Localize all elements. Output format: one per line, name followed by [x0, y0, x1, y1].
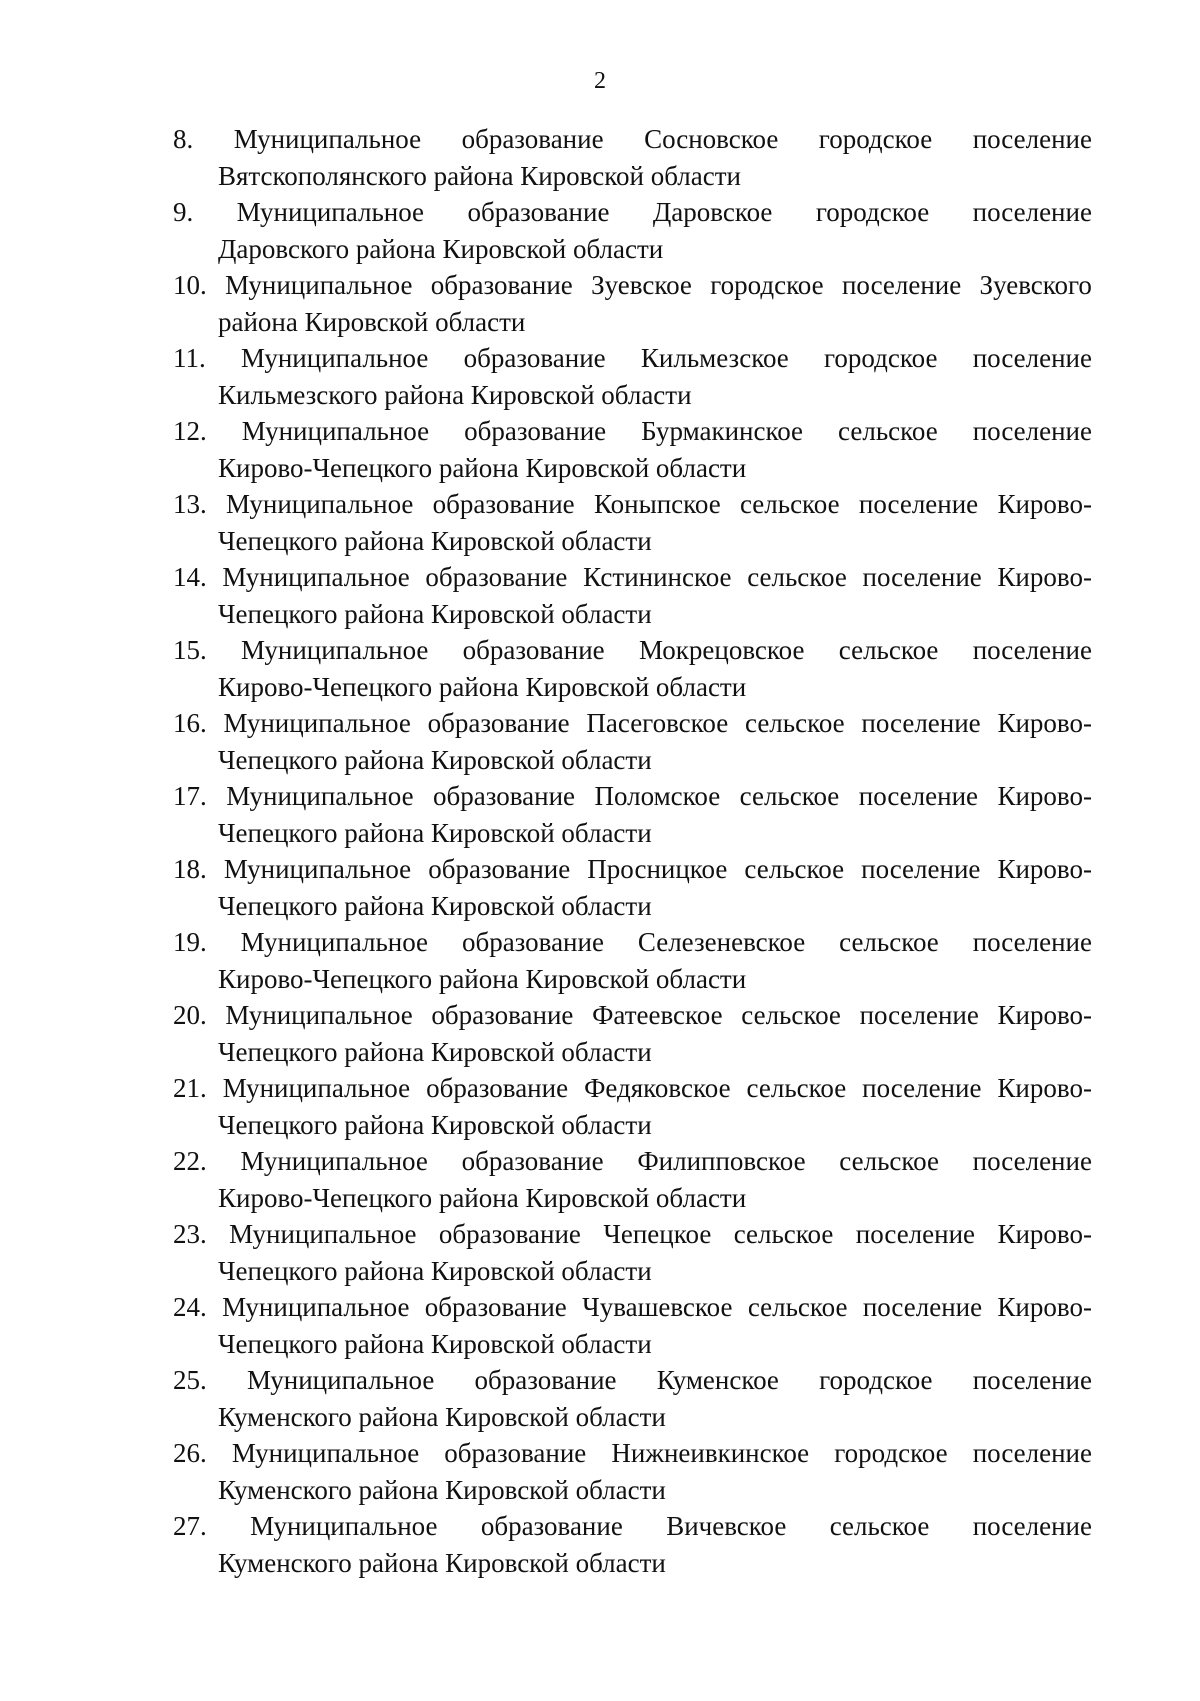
- list-item-number: 10.: [173, 270, 207, 300]
- list-item-word: образование: [444, 1438, 587, 1468]
- list-item-word: Вичевское: [666, 1511, 787, 1541]
- list-item: [173, 1143, 1092, 1216]
- list-item: [173, 1435, 1092, 1508]
- list-item-number: 8.: [173, 124, 194, 154]
- list-item-word: образование: [428, 854, 571, 884]
- list-item-word: Чувашевское: [582, 1292, 733, 1322]
- list-item: [173, 778, 1092, 851]
- list-item-word: сельское: [733, 1219, 834, 1249]
- list-item-word: образование: [430, 270, 573, 300]
- list-item-word: Муниципальное: [240, 1146, 428, 1176]
- list-item-word: городское: [819, 1365, 933, 1395]
- list-item-word: Кстининское: [583, 562, 732, 592]
- list-item-word: сельское: [741, 1000, 841, 1030]
- list-item-word: городское: [815, 197, 930, 227]
- list-item: [173, 1508, 1092, 1581]
- list-item-word: образование: [467, 197, 610, 227]
- list-item-number: 23.: [173, 1219, 207, 1249]
- list-item-second-line: Чепецкого района Кировской области: [218, 1109, 652, 1140]
- list-item: [173, 267, 1092, 340]
- list-item-number: 25.: [173, 1365, 207, 1395]
- list-item-number: 27.: [173, 1511, 207, 1541]
- list-item-word: Просницкое: [587, 854, 728, 884]
- list-item: [173, 997, 1092, 1070]
- list-item-word: сельское: [747, 562, 847, 592]
- list-item-first-line: [173, 559, 1092, 596]
- list-item-word: Муниципальное: [236, 197, 425, 227]
- list-item-word: городское: [818, 124, 933, 154]
- list-item-word: сельское: [739, 781, 840, 811]
- list-item-second-line: района Кировской области: [218, 306, 526, 337]
- list-item: [173, 1289, 1092, 1362]
- list-item-second-line: Кирово-Чепецкого района Кировской области: [218, 963, 747, 994]
- list-item-word: образование: [462, 635, 605, 665]
- list-item-word: образование: [432, 489, 575, 519]
- list-item: [173, 121, 1092, 194]
- list-item-word: городское: [824, 343, 938, 373]
- list-item: [173, 1216, 1092, 1289]
- list-item-number: 21.: [173, 1073, 207, 1103]
- list-item-word: поселение: [972, 1146, 1092, 1176]
- list-item-word: Муниципальное: [229, 1219, 417, 1249]
- list-item-word: сельское: [838, 635, 939, 665]
- list-item: [173, 486, 1092, 559]
- list-item-word: Зуевское: [591, 270, 692, 300]
- list-item-word: образование: [464, 416, 607, 446]
- list-item-second-line: Чепецкого района Кировской области: [218, 744, 652, 775]
- list-item-number: 26.: [173, 1438, 207, 1468]
- list-item-second-line: Даровского района Кировской области: [218, 233, 664, 264]
- list-item-word: Бурмакинское: [641, 416, 804, 446]
- list-item: [173, 705, 1092, 778]
- list-item-word: Муниципальное: [241, 635, 429, 665]
- list-item-word: поселение: [972, 927, 1092, 957]
- list-item-word: Федяковское: [584, 1073, 731, 1103]
- list-item-first-line: [173, 632, 1092, 669]
- list-item-word: Муниципальное: [241, 416, 430, 446]
- list-item-first-line: [173, 486, 1092, 523]
- list-item-number: 15.: [173, 635, 207, 665]
- list-item-word: поселение: [861, 708, 981, 738]
- list-item-word: Муниципальное: [226, 489, 414, 519]
- list-item-word: поселение: [972, 343, 1092, 373]
- list-item-second-line: Куменского района Кировской области: [218, 1547, 666, 1578]
- list-item-second-line: Чепецкого района Кировской области: [218, 1255, 652, 1286]
- list-item-first-line: [173, 121, 1092, 158]
- list-item-word: поселение: [972, 197, 1092, 227]
- list-item-second-line: Чепецкого района Кировской области: [218, 890, 652, 921]
- list-item-word: сельское: [747, 1292, 848, 1322]
- list-item-first-line: [173, 267, 1092, 304]
- list-item-number: 17.: [173, 781, 207, 811]
- list-item-first-line: [173, 851, 1092, 888]
- list-item-second-line: Кирово-Чепецкого района Кировской области: [218, 671, 747, 702]
- list-item-first-line: [173, 778, 1092, 815]
- list-item-word: Муниципальное: [250, 1511, 438, 1541]
- list-item-word: поселение: [855, 1219, 976, 1249]
- list-item-second-line: Кирово-Чепецкого района Кировской области: [218, 1182, 747, 1213]
- list-item-word: поселение: [972, 124, 1092, 154]
- list-item-word: образование: [461, 1146, 604, 1176]
- list-item: [173, 194, 1092, 267]
- list-item-second-line: Куменского района Кировской области: [218, 1474, 666, 1505]
- list-item-word: поселение: [972, 416, 1092, 446]
- list-item-word: образование: [425, 562, 568, 592]
- list-item-word: сельское: [744, 854, 845, 884]
- list-item-word: поселение: [972, 1365, 1092, 1395]
- list-item-word: Селезеневское: [637, 927, 806, 957]
- list-item-word: поселение: [972, 635, 1092, 665]
- list-item-first-line: [173, 1070, 1092, 1107]
- list-item: [173, 924, 1092, 997]
- list-item-word: сельское: [745, 708, 845, 738]
- list-item-word: городское: [834, 1438, 948, 1468]
- list-item-first-line: [173, 1508, 1092, 1545]
- list-item-word: Кирово-: [997, 854, 1092, 884]
- list-item-word: образование: [438, 1219, 581, 1249]
- list-item-second-line: Чепецкого района Кировской области: [218, 1328, 652, 1359]
- list-item-number: 16.: [173, 708, 207, 738]
- list-item-first-line: [173, 340, 1092, 377]
- list-item-number: 13.: [173, 489, 207, 519]
- list-item-second-line: Куменского района Кировской области: [218, 1401, 666, 1432]
- list-item-second-line: Чепецкого района Кировской области: [218, 1036, 652, 1067]
- list-item-word: поселение: [859, 1000, 979, 1030]
- list-item-word: образование: [461, 927, 604, 957]
- list-item-second-line: Чепецкого района Кировской области: [218, 817, 652, 848]
- list-item-word: Муниципальное: [233, 124, 422, 154]
- list-item-word: Кирово-: [997, 1073, 1092, 1103]
- list-item-word: Муниципальное: [231, 1438, 420, 1468]
- list-item-word: поселение: [972, 1511, 1092, 1541]
- list-item-word: поселение: [862, 1073, 982, 1103]
- list-item-word: Сосновское: [644, 124, 779, 154]
- list-item-word: Фатеевское: [592, 1000, 723, 1030]
- list-item-first-line: [173, 1143, 1092, 1180]
- list-item-first-line: [173, 705, 1092, 742]
- list-item: [173, 851, 1092, 924]
- list-item-word: Кирово-: [997, 1292, 1092, 1322]
- list-item-word: Кильмезское: [640, 343, 789, 373]
- list-item-word: Муниципальное: [226, 781, 414, 811]
- list-item-word: поселение: [858, 781, 979, 811]
- list-item: [173, 559, 1092, 632]
- list-item-number: 14.: [173, 562, 207, 592]
- list-item-word: Поломское: [594, 781, 721, 811]
- list-item-number: 12.: [173, 416, 207, 446]
- list-item-number: 9.: [173, 197, 194, 227]
- list-item-word: Муниципальное: [225, 270, 413, 300]
- page-number: 2: [594, 68, 606, 94]
- list-item-word: Мокрецовское: [638, 635, 805, 665]
- list-item-word: сельское: [839, 927, 939, 957]
- list-item-second-line: Кильмезского района Кировской области: [218, 379, 692, 410]
- list-item-word: Нижнеивкинское: [611, 1438, 810, 1468]
- list-item-first-line: [173, 924, 1092, 961]
- list-item-word: Кирово-: [997, 1000, 1092, 1030]
- list-item-word: Муниципальное: [223, 708, 411, 738]
- list-item-word: Муниципальное: [222, 562, 410, 592]
- list-item-first-line: [173, 194, 1092, 231]
- list-item-second-line: Чепецкого района Кировской области: [218, 598, 652, 629]
- list-item-word: Муниципальное: [241, 343, 429, 373]
- list-item: [173, 632, 1092, 705]
- list-item-word: Кирово-: [997, 781, 1092, 811]
- list-item-word: Кирово-: [997, 562, 1092, 592]
- list-item-word: сельское: [739, 489, 840, 519]
- municipality-list: [173, 121, 1092, 1581]
- list-item-word: образование: [424, 1292, 567, 1322]
- list-item-word: Филипповское: [637, 1146, 806, 1176]
- list-item-word: образование: [426, 1073, 569, 1103]
- list-item-word: Муниципальное: [246, 1365, 435, 1395]
- list-item-word: поселение: [861, 854, 981, 884]
- list-item-word: поселение: [858, 489, 979, 519]
- list-item-word: поселение: [841, 270, 962, 300]
- list-item-first-line: [173, 413, 1092, 450]
- list-item: [173, 413, 1092, 486]
- list-item-word: сельское: [839, 1146, 939, 1176]
- list-item-number: 24.: [173, 1292, 207, 1322]
- list-item-word: поселение: [862, 562, 982, 592]
- list-item-word: Коныпское: [593, 489, 721, 519]
- list-item-first-line: [173, 1216, 1092, 1253]
- list-item-second-line: Чепецкого района Кировской области: [218, 525, 652, 556]
- list-item-word: Кирово-: [997, 1219, 1092, 1249]
- list-item-first-line: [173, 1435, 1092, 1472]
- list-item-first-line: [173, 1362, 1092, 1399]
- list-item-word: образование: [461, 124, 604, 154]
- list-item-second-line: Вятскополянского района Кировской области: [218, 160, 741, 191]
- list-item-first-line: [173, 997, 1092, 1034]
- list-item-word: Пасеговское: [586, 708, 729, 738]
- list-item-word: Муниципальное: [223, 854, 412, 884]
- list-item: [173, 1070, 1092, 1143]
- list-item-word: Зуевского: [979, 270, 1092, 300]
- list-item-word: Муниципальное: [240, 927, 429, 957]
- list-item-word: поселение: [862, 1292, 983, 1322]
- list-item-word: образование: [433, 781, 576, 811]
- list-item-word: образование: [480, 1511, 623, 1541]
- list-item-number: 20.: [173, 1000, 207, 1030]
- list-item-word: Даровское: [652, 197, 773, 227]
- list-item-word: образование: [474, 1365, 617, 1395]
- list-item-word: Кирово-: [997, 708, 1092, 738]
- list-item-number: 22.: [173, 1146, 207, 1176]
- list-item-word: образование: [427, 708, 570, 738]
- list-item-second-line: Кирово-Чепецкого района Кировской области: [218, 452, 747, 483]
- list-item-word: городское: [710, 270, 824, 300]
- list-item-number: 18.: [173, 854, 207, 884]
- list-item-number: 11.: [173, 343, 206, 373]
- list-item-word: образование: [463, 343, 606, 373]
- list-item: [173, 340, 1092, 413]
- list-item-word: образование: [431, 1000, 574, 1030]
- list-item: [173, 1362, 1092, 1435]
- list-item-word: сельское: [838, 416, 938, 446]
- list-item-word: Куменское: [656, 1365, 779, 1395]
- list-item-number: 19.: [173, 927, 207, 957]
- list-item-word: Муниципальное: [222, 1292, 410, 1322]
- list-item-word: поселение: [972, 1438, 1092, 1468]
- list-item-word: Кирово-: [997, 489, 1092, 519]
- list-item-word: сельское: [746, 1073, 847, 1103]
- list-item-first-line: [173, 1289, 1092, 1326]
- list-item-word: сельское: [829, 1511, 930, 1541]
- list-item-word: Чепецкое: [603, 1219, 712, 1249]
- list-item-word: Муниципальное: [222, 1073, 411, 1103]
- list-item-word: Муниципальное: [225, 1000, 413, 1030]
